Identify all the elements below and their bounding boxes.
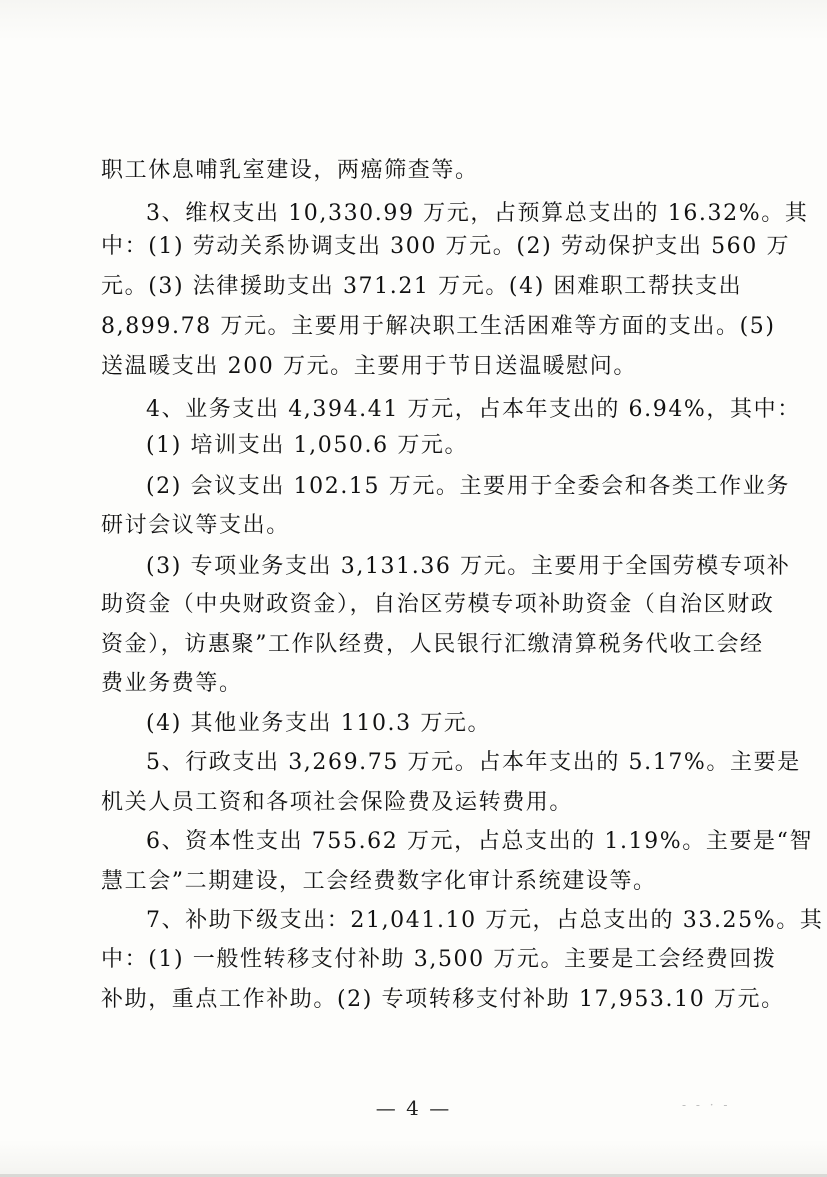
text-line: (1) 培训支出 1,050.6 万元。 (146, 433, 469, 458)
text-line: 资金），访惠聚”工作队经费，人民银行汇缴清算税务代收工会经 (101, 632, 764, 657)
text-line: 6、资本性支出 755.62 万元，占总支出的 1.19%。主要是“智 (146, 829, 814, 854)
text-line: (3) 专项业务支出 3,131.36 万元。主要用于全国劳模专项补 (146, 554, 791, 579)
text-line: 费业务费等。 (101, 671, 243, 696)
page-number: — 4 — (375, 1096, 452, 1120)
text-line: 机关人员工资和各项社会保险费及运转费用。 (101, 790, 574, 815)
text-line: 中：(1) 劳动关系协调支出 300 万元。(2) 劳动保护支出 560 万 (101, 234, 791, 259)
text-line: 助资金（中央财政资金），自治区劳模专项补助资金（自治区财政 (101, 592, 775, 617)
text-line: (2) 会议支出 102.15 万元。主要用于全委会和各类工作业务 (146, 474, 790, 499)
text-line: 研讨会议等支出。 (101, 513, 290, 538)
text-line: 补助，重点工作补助。(2) 专项转移支付补助 17,953.10 万元。 (101, 987, 785, 1012)
text-line: 中：(1) 一般性转移支付补助 3,500 万元。主要是工会经费回拨 (101, 947, 777, 972)
text-line: 5、行政支出 3,269.75 万元。占本年支出的 5.17%。主要是 (146, 750, 801, 775)
text-line: 4、业务支出 4,394.41 万元，占本年支出的 6.94%，其中： (146, 397, 801, 422)
text-line: 8,899.78 万元。主要用于解决职工生活困难等方面的支出。(5) (101, 314, 776, 339)
text-line: 职工休息哺乳室建设，两癌筛查等。 (101, 158, 479, 183)
scan-artifact: - - · - (682, 1098, 731, 1112)
text-line: 7、补助下级支出：21,041.10 万元，占总支出的 33.25%。其 (146, 908, 824, 933)
text-line: 元。(3) 法律援助支出 371.21 万元。(4) 困难职工帮扶支出 (101, 274, 743, 299)
text-line: (4) 其他业务支出 110.3 万元。 (146, 711, 492, 736)
text-line: 送温暖支出 200 万元。主要用于节日送温暖慰问。 (101, 354, 637, 379)
text-line: 慧工会”二期建设，工会经费数字化审计系统建设等。 (101, 869, 657, 894)
text-line: 3、维权支出 10,330.99 万元，占预算总支出的 16.32%。其 (146, 201, 809, 226)
